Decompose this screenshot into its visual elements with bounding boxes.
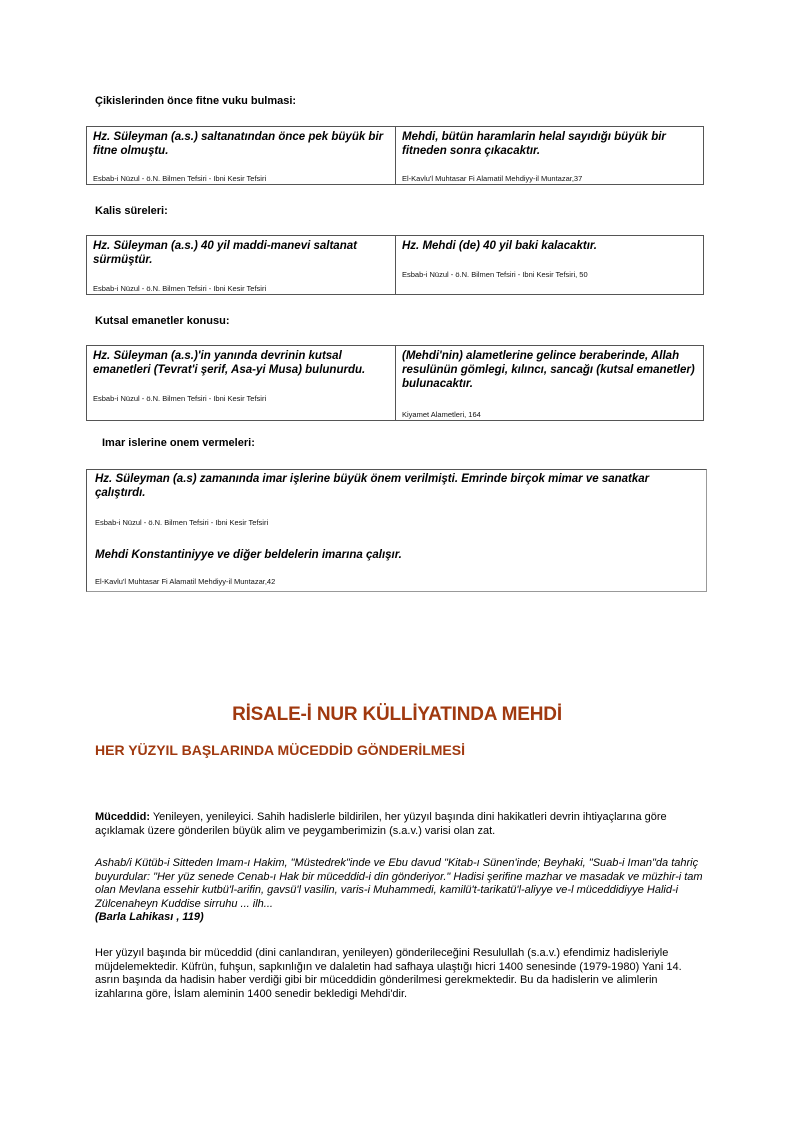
table-cell-mehdi <box>396 236 704 295</box>
section-heading-emanetler: Kutsal emanetler konusu: <box>95 315 230 327</box>
table-cell-mehdi <box>396 127 704 185</box>
section-subtitle: HER YÜZYIL BAŞLARINDA MÜCEDDİD GÖNDERİLMESİ <box>95 742 465 758</box>
cell-statement: Mehdi, bütün haramlarin helal sayıdığı büyük bir fitneden sonra çıkacaktır. <box>402 131 666 157</box>
cell-statement: Hz. Mehdi (de) 40 yil baki kalacaktır. <box>402 240 597 252</box>
imar-mehdi-source: El-Kavlu'l Muhtasar Fi Alamatil Mehdiyy-il Muntazar,42 <box>95 577 276 586</box>
cell-source: Kiyamet Alametleri, 164 <box>402 410 481 419</box>
section-heading-imar: Imar islerine onem vermeleri: <box>102 437 255 449</box>
imar-suleyman-source: Esbab-i Nüzul - ö.N. Bilmen Tefsiri - Ibni Kesir Tefsiri <box>95 518 269 527</box>
cell-source: Esbab-i Nüzul - ö.N. Bilmen Tefsiri - Ibni Kesir Tefsiri <box>93 284 267 293</box>
table-cell-suleyman <box>87 236 396 295</box>
imar-suleyman-statement: Hz. Süleyman (a.s) zamanında imar işlerine büyük önem verilmişti. Emrinde birçok mimar ve sanatkar çalıştırdı. <box>95 473 650 499</box>
section-heading-fitne: Çikislerinden önce fitne vuku bulmasi: <box>95 95 297 107</box>
cell-source: Esbab-i Nüzul - ö.N. Bilmen Tefsiri - Ibni Kesir Tefsiri, 50 <box>402 270 588 279</box>
definition-term: Müceddid: <box>95 811 150 823</box>
body-paragraph: Her yüzyıl başında bir müceddid (dini canlandıran, yenileyen) gönderileceğini Resulullah (s.a.v.) efendimiz hadisleriyle müjdelemektedir. Küfrün, fuhşun, sapkınlığın ve dalaletin had safhaya ulaştığı hicri 1400 senesinde (1979-1980) Yani 14. asrın başında da hadisin haber verdiği gibi bir müceddidin gönderilmesi gerekmektedir. Bu da hadislerin ve alimlerin izahlarına göre, İslam aleminin 1400 senedir bekledigi Mehdi'dir. <box>95 947 682 1000</box>
comparison-table-fitne <box>86 126 704 185</box>
cell-statement: Hz. Süleyman (a.s.)'in yanında devrinin kutsal emanetleri (Tevrat'i şerif, Asa-yi Musa) bulunurdu. <box>93 350 366 376</box>
definition-paragraph <box>95 811 705 838</box>
table-cell-suleyman <box>87 127 396 185</box>
imar-mehdi-statement: Mehdi Konstantiniyye ve diğer beldelerin imarına çalışır. <box>95 549 402 561</box>
quote-paragraph <box>95 857 705 925</box>
cell-source: Esbab-i Nüzul - ö.N. Bilmen Tefsiri - Ibni Kesir Tefsiri <box>93 394 267 403</box>
table-cell-mehdi <box>396 346 704 421</box>
cell-source: El-Kavlu'l Muhtasar Fi Alamatil Mehdiyy-il Muntazar,37 <box>402 174 583 183</box>
cell-statement: Hz. Süleyman (a.s.) saltanatından önce pek büyük bir fitne olmuştu. <box>93 131 384 157</box>
cell-statement: (Mehdi'nin) alametlerine gelince beraberinde, Allah resulünün gömlegi, kılıncı, sancağı (kutsal emanetler) bulunacaktır. <box>402 350 695 390</box>
imar-box <box>86 469 707 592</box>
cell-statement: Hz. Süleyman (a.s.) 40 yil maddi-manevi saltanat sürmüştür. <box>93 240 357 266</box>
cell-source: Esbab-i Nüzul - ö.N. Bilmen Tefsiri - Ibni Kesir Tefsiri <box>93 174 267 183</box>
table-cell-suleyman <box>87 346 396 421</box>
section-heading-kalis: Kalis süreleri: <box>95 205 168 217</box>
quote-text: Ashab/i Kütüb-i Sitteden Imam-ı Hakim, "Müstedrek"inde ve Ebu davud "Kitab-ı Sünen'inde; Beyhaki, "Suab-i Iman"da tahriç buyurdular: "Her yüz senede Cenab-ı Hak bir müceddid-i din gönderiyor." Hadisi şerifine mazhar ve masadak ve müzhir-i tam olan Mevlana essehir kutbü'l-arifin, gavsü'l vasilin, varis-i Muhammedi, kamilü't-tarikatü'l-aliyye ve-l müceddidiyye Halid-i Zülcenaheyn Kuddise sirruhu ... ilh... <box>95 857 703 910</box>
definition-text: Yenileyen, yenileyici. Sahih hadislerle bildirilen, her yüzyıl başında dini hakikatleri devrin ihtiyaçlarına göre açıklamak üzere gönderilen büyük alim ve peygamberimizin (s.a.v.) varisi olan zat. <box>95 811 667 837</box>
page-title: RİSALE-İ NUR KÜLLİYATINDA MEHDİ <box>232 704 562 725</box>
comparison-table-kalis <box>86 235 704 295</box>
comparison-table-emanetler <box>86 345 704 421</box>
quote-source: (Barla Lahikası , 119) <box>95 911 204 923</box>
